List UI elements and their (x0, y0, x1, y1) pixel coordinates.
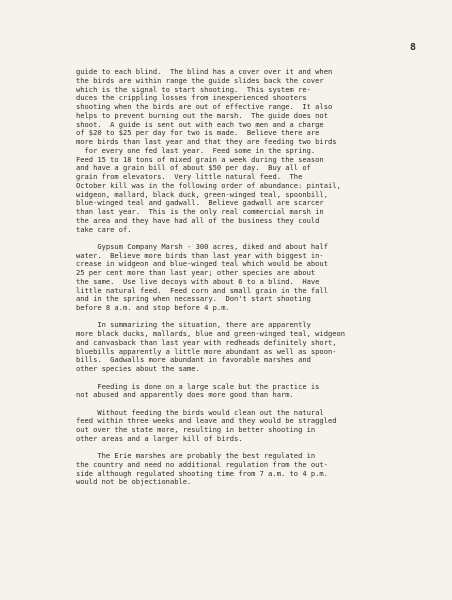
text-line: The Erie marshes are probably the best regulated in (76, 451, 316, 461)
text-line: the birds are within range the guide slides back the cover (76, 75, 324, 85)
text-line: for every one fed last year. Feed some in the spring. (76, 145, 316, 155)
text-line: guide to each blind. The blind has a cover over it and when (76, 67, 333, 76)
text-line: crease in widgeon and blue-winged teal which would be about (76, 259, 328, 269)
text-line: In summarizing the situation, there are apparently (76, 320, 311, 330)
text-line: would not be objectionable. (76, 477, 192, 487)
text-line: side although regulated shooting time from 7 a.m. to 4 p.m. (76, 468, 328, 478)
text-line: out over the state more, resulting in better shooting in (76, 425, 316, 435)
text-line: bluebills apparently a little more abundant as well as spoon- (76, 346, 337, 356)
text-line: the same. Use live decoys with about 6 to a blind. Have (76, 276, 320, 286)
text-line: Feed 15 to 18 tons of mixed grain a week during the season (76, 154, 324, 164)
text-line: water. Believe more birds than last year with biggest in- (76, 250, 324, 260)
text-line: other areas and a larger kill of birds. (76, 433, 243, 443)
text-line: shoot. A guide is sent out with each two men and a charge (76, 119, 324, 129)
text-line: bills. Gadwalls more abundant in favorable marshes and (76, 355, 311, 365)
text-line: little natural feed. Feed corn and small grain in the fall (76, 285, 328, 295)
text-line: 25 per cent more than last year; other species are about (76, 268, 316, 278)
text-line: widgeon, mallard, black duck, green-winged teal, spoonbill, (76, 189, 328, 199)
text-line: more birds than last year and that they are feeding two birds (76, 137, 337, 146)
text-line: and in the spring when necessary. Don't start shooting (76, 294, 311, 304)
text-line: Without feeding the birds would clean out the natural (76, 407, 324, 417)
text-line: helps to prevent burning out the marsh. The guide does not (76, 110, 328, 120)
text-line: take care of. (76, 224, 132, 234)
text-line: grain from elevators. Very little natural feed. The (76, 172, 303, 181)
text-line: the area and they have had all of the business they could (76, 215, 320, 225)
text-line: and have a grain bill of about $50 per day. Buy all of (76, 163, 311, 173)
paragraph (76, 452, 416, 487)
text-line: than last year. This is the only real commercial marsh in (76, 207, 324, 216)
text-line: of $20 to $25 per day for two is made. Believe there are (76, 128, 320, 138)
typed-body-text (76, 68, 416, 487)
paragraph (76, 409, 416, 444)
text-line: other species about the same. (76, 364, 200, 374)
text-line: which is the signal to start shooting. This system re- (76, 84, 311, 94)
paragraph (76, 68, 416, 234)
text-line: and canvasback than last year with redheads definitely short, (76, 337, 337, 347)
paragraph (76, 243, 416, 313)
text-line: more black ducks, mallards, blue and green-winged teal, widgeon (76, 329, 346, 339)
text-line: before 8 a.m. and stop before 4 p.m. (76, 303, 230, 313)
text-line: October kill was in the following order of abundance: pintail, (76, 180, 341, 190)
text-line: not abused and apparently does more good than harm. (76, 390, 294, 400)
text-line: Feeding is done on a large scale but the practice is (76, 381, 320, 391)
text-line: feed within three weeks and leave and they would be straggled (76, 416, 337, 426)
text-line: shooting when the birds are out of effective range. It also (76, 102, 333, 111)
page-number: 8 (409, 42, 416, 53)
paragraph (76, 383, 416, 401)
text-line: blue-winged teal and gadwall. Believe gadwall are scarcer (76, 198, 324, 208)
paragraph (76, 321, 416, 374)
text-line: duces the crippling losses from inexperienced shooters (76, 93, 307, 103)
text-line: the country and need no additional regulation from the out- (76, 459, 328, 469)
text-line: Gypsum Company Marsh - 300 acres, diked and about half (76, 241, 328, 251)
